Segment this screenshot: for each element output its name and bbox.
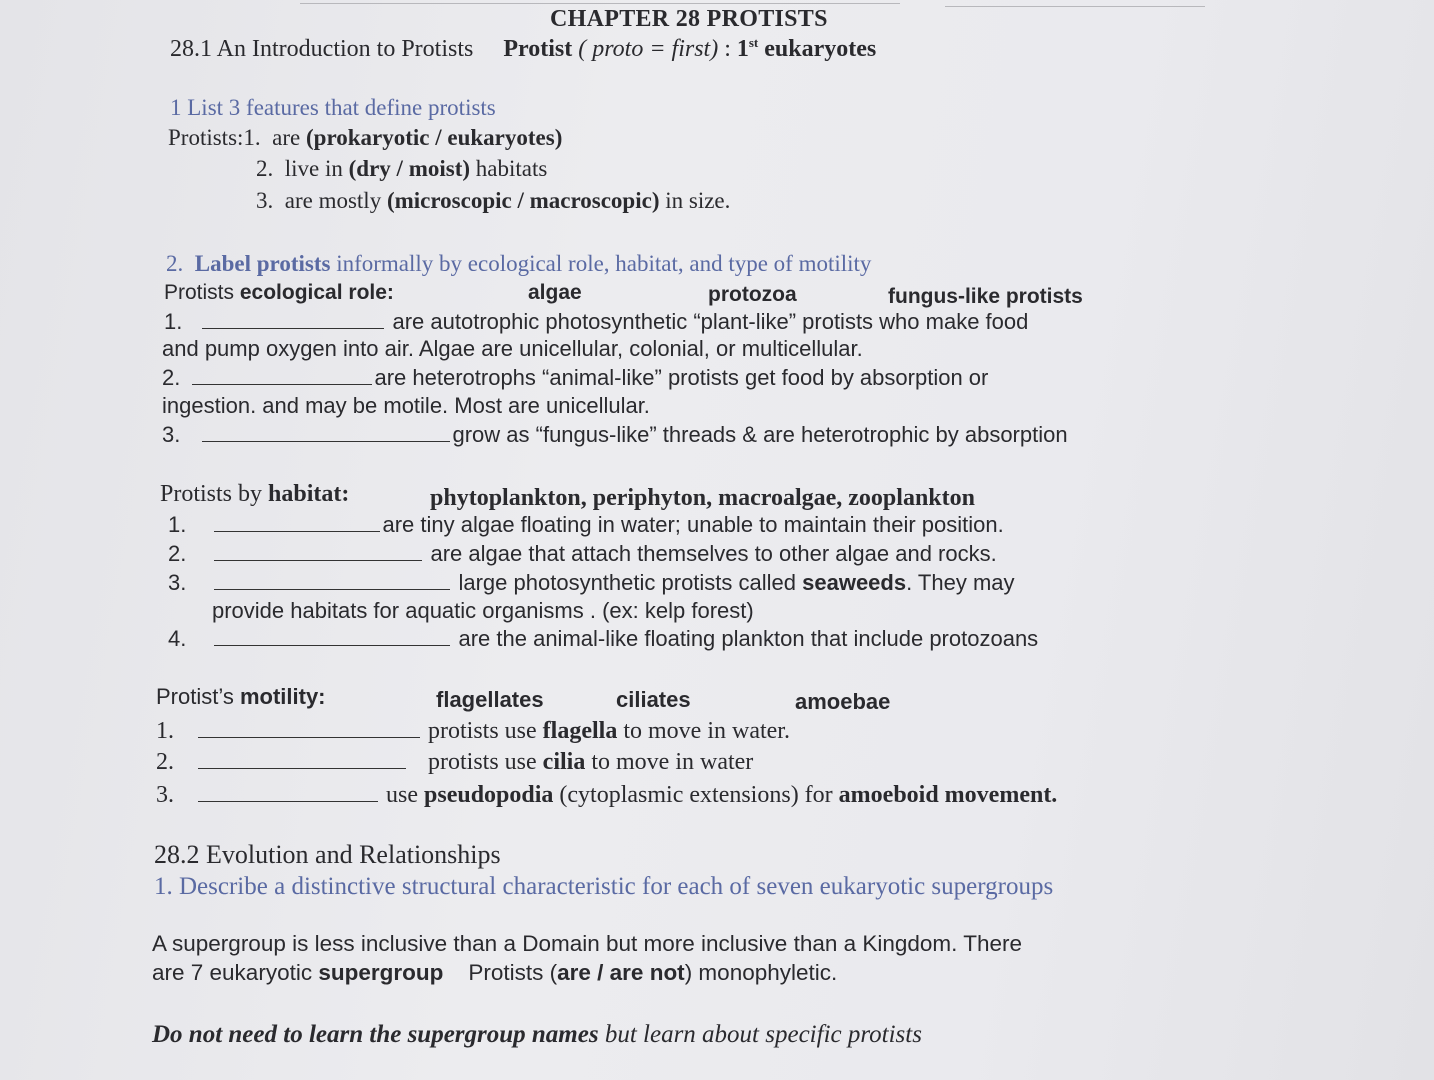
q1-prompt: 1 List 3 features that define protists xyxy=(170,95,496,120)
answer-blank[interactable] xyxy=(214,559,422,561)
answer-blank[interactable] xyxy=(192,383,372,385)
supergroup-paragraph-line1: A supergroup is less inclusive than a Domain but more inclusive than a Kingdom. There xyxy=(152,931,1023,956)
section-heading-28-2: 28.2 Evolution and Relationships xyxy=(154,840,501,869)
habitat-item-3-cont: provide habitats for aquatic organisms . (ex: kelp forest) xyxy=(212,598,754,623)
habitat-item-2: 2. are algae that attach themselves to other algae and rocks. xyxy=(168,541,997,566)
motility-item-1: 1. protists use flagella to move in water. xyxy=(156,718,790,744)
answer-blank[interactable] xyxy=(198,800,378,802)
answer-blank[interactable] xyxy=(202,327,384,329)
option-flagellates: flagellates xyxy=(436,687,544,712)
q1-item-1: Protists:1. are (prokaryotic / eukaryotes) xyxy=(168,125,563,150)
answer-blank[interactable] xyxy=(198,767,406,769)
top-rule-right xyxy=(945,6,1205,7)
option-protozoa: protozoa xyxy=(708,283,797,306)
section2-prompt: 1. Describe a distinctive structural characteristic for each of seven eukaryotic supergroups xyxy=(154,873,1054,900)
motility-item-2: 2. protists use cilia to move in water xyxy=(156,749,754,775)
section-heading-28-1: 28.1 An Introduction to Protists Protist ( proto = first) : 1st eukaryotes xyxy=(170,35,877,62)
eco-item-2: 2. are heterotrophs “animal-like” protists get food by absorption or xyxy=(162,365,989,390)
motility-item-3: 3. use pseudopodia (cytoplasmic extensions) for amoeboid movement. xyxy=(156,782,1058,808)
answer-blank[interactable] xyxy=(202,440,450,442)
eco-item-1-cont: and pump oxygen into air. Algae are unicellular, colonial, or multicellular. xyxy=(162,336,863,361)
habitat-options: phytoplankton, periphyton, macroalgae, zooplankton xyxy=(430,485,975,511)
top-rule xyxy=(300,3,900,4)
q1-item-2: 2. live in (dry / moist) habitats xyxy=(256,156,548,181)
eco-item-3: 3. grow as “fungus-like” threads & are heterotrophic by absorption xyxy=(162,422,1068,447)
chapter-title: CHAPTER 28 PROTISTS xyxy=(550,6,828,32)
answer-blank[interactable] xyxy=(214,530,380,532)
eco-item-1: 1. are autotrophic photosynthetic “plant-like” protists who make food xyxy=(164,309,1029,334)
option-algae: algae xyxy=(528,281,582,304)
answer-blank[interactable] xyxy=(214,644,450,646)
q2-prompt: 2. Label protists informally by ecological role, habitat, and type of motility xyxy=(166,251,872,276)
study-note: Do not need to learn the supergroup names but learn about specific protists xyxy=(152,1021,922,1048)
supergroup-paragraph-line2: are 7 eukaryotic supergroup Protists (are / are not) monophyletic. xyxy=(152,960,838,985)
habitat-item-3: 3. large photosynthetic protists called seaweeds. They may xyxy=(168,570,1015,595)
eco-item-2-cont: ingestion. and may be motile. Most are unicellular. xyxy=(162,393,650,418)
answer-blank[interactable] xyxy=(198,736,420,738)
option-ciliates: ciliates xyxy=(616,687,691,712)
answer-blank[interactable] xyxy=(214,588,450,590)
habitat-item-1: 1. are tiny algae floating in water; unable to maintain their position. xyxy=(168,512,1004,537)
option-fungus-like: fungus-like protists xyxy=(888,285,1083,308)
option-amoebae: amoebae xyxy=(795,689,891,714)
habitat-item-4: 4. are the animal-like floating plankton that include protozoans xyxy=(168,626,1039,651)
ecological-role-heading: Protists ecological role: xyxy=(164,281,394,304)
habitat-heading: Protists by habitat: xyxy=(160,481,350,507)
motility-heading: Protist’s motility: xyxy=(156,684,326,709)
q1-item-3: 3. are mostly (microscopic / macroscopic) in size. xyxy=(256,188,731,213)
